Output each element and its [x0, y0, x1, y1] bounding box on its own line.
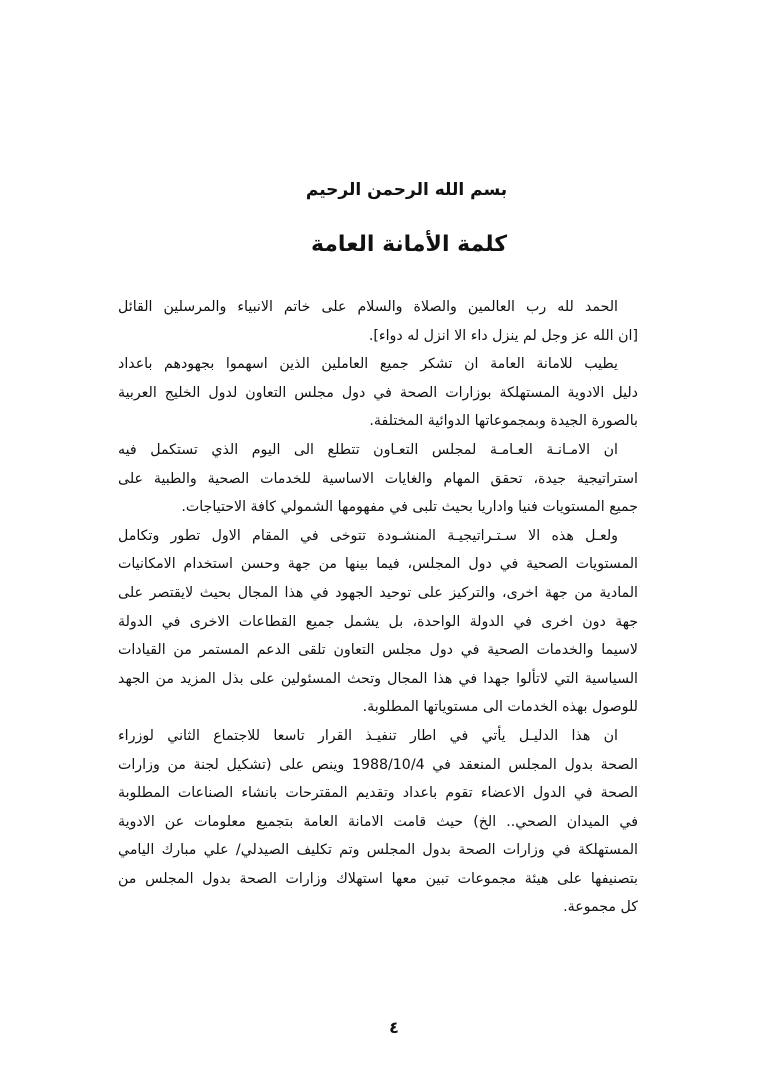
- text-line: المستهلكة في وزارات الصحة بدول المجلس وتم تكليف الصيدلي/ علي مبارك اليامي: [118, 842, 638, 859]
- text-line: بتصنيفها على هيئة مجموعات تبين معها استهلاك وزارات الصحة بدول المجلس من: [118, 870, 638, 887]
- text-line: المستويات الصحية في دول المجلس، فيما بينها من جهة وحسن استخدام الامكانيات: [118, 556, 638, 573]
- text-line: ان هذا الدليـل يأتي في اطار تنفيـذ القرار تاسعا للاجتماع الثاني لوزراء: [118, 727, 618, 744]
- text-line: استراتيجية جيدة، تحقق المهام والغايات الاساسية للخدمات الصحية والطبية على: [118, 470, 638, 487]
- text-line: [ان الله عز وجل لم ينزل داء الا انزل له دواء].: [368, 327, 638, 344]
- text-line: المادية من جهة اخرى، والتركيز على توحيد الجهود في هذا المجال بحيث لايقتصر على: [118, 584, 638, 601]
- text-line: جميع المستويات فنيا واداريا بحيث تلبى في مفهومها الشمولي كافة الاحتياجات.: [181, 499, 638, 516]
- basmala-heading: بسم الله الرحمن الرحيم: [305, 180, 508, 200]
- text-line: لاسيما والخدمات الصحية في دول مجلس التعاون تلقى الدعم المستمر من القيادات: [118, 642, 638, 659]
- text-line: ولعـل هذه الا سـتـراتيجيـة المنشـودة تتوخى في المقام الاول تطور وتكامل: [118, 527, 618, 544]
- page-number: ٤: [389, 1018, 399, 1037]
- text-line: في الميدان الصحي.. الخ) حيث قامت الامانة العامة بتجميع معلومات عن الادوية: [118, 813, 638, 830]
- text-line: الحمد لله رب العالمين والصلاة والسلام على خاتم الانبياء والمرسلين القائل: [118, 299, 618, 315]
- text-line: السياسية التي لاتألوا جهدا في هذا المجال وتحث المسئولين على بذل المزيد من الجهد: [118, 670, 638, 687]
- text-line: بالصورة الجيدة وبمجموعاتها الدوائية المختلفة.: [369, 413, 638, 430]
- text-line: دليل الادوية المستهلكة بوزارات الصحة في دول مجلس التعاون لدول الخليج العربية: [118, 384, 638, 401]
- text-line: كل مجموعة.: [563, 899, 638, 916]
- body-text: [118, 293, 638, 922]
- text-line: الصحة بدول المجلس المنعقد في 1988/10/4 وينص على (تشكيل لجنة من وزارات: [118, 756, 638, 773]
- text-line: يطيب للامانة العامة ان تشكر جميع العاملين الذين اسهموا بجهودهم باعداد: [118, 356, 618, 373]
- text-line: ان الامـانـة العـامـة لمجلس التعـاون تتطلع الى اليوم الذي تستكمل فيه: [118, 441, 618, 458]
- text-line: جهة دون اخرى في الدولة الواحدة، بل يشمل جميع القطاعات الاخرى في الدولة: [118, 613, 638, 630]
- page-title: كلمة الأمانة العامة: [310, 232, 508, 257]
- text-line: للوصول بهذه الخدمات الى مستوياتها المطلوبة.: [362, 699, 638, 716]
- text-line: الصحة في الدول الاعضاء تقوم باعداد وتقديم المقترحات بانشاء الصناعات المطلوبة: [118, 785, 638, 802]
